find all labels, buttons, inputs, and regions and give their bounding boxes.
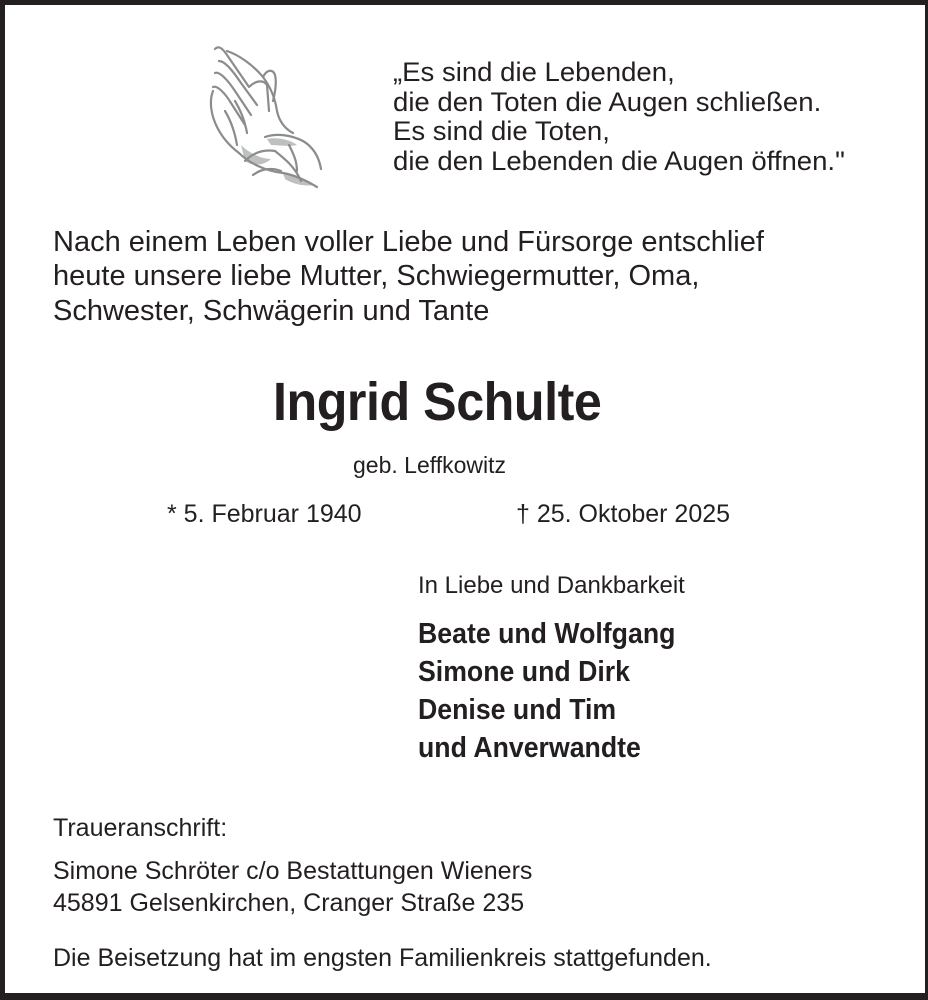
intro-line: Nach einem Leben voller Liebe und Fürsorge entschlief [53, 226, 764, 258]
mourner-name: Beate und Wolfgang [418, 618, 676, 650]
address-line: 45891 Gelsenkirchen, Cranger Straße 235 [53, 889, 525, 917]
address-line: Simone Schröter c/o Bestattungen Wieners [53, 857, 533, 885]
death-date: † 25. Oktober 2025 [516, 500, 731, 528]
birth-date: * 5. Februar 1940 [167, 500, 362, 528]
praying-hands-icon [205, 41, 325, 191]
mourner-name: und Anverwandte [418, 732, 641, 764]
quote-line: Es sind die Toten, [393, 116, 610, 146]
intro-line: heute unsere liebe Mutter, Schwiegermutter, Oma, [53, 260, 700, 292]
intro-line: Schwester, Schwägerin und Tante [53, 295, 490, 327]
birth-name: geb. Leffkowitz [353, 452, 507, 478]
quote-line: die den Toten die Augen schließen. [393, 87, 822, 117]
deceased-name: Ingrid Schulte [273, 372, 602, 432]
quote-line: die den Lebenden die Augen öffnen." [393, 146, 845, 176]
mourner-name: Denise und Tim [418, 694, 617, 726]
mourner-name: Simone und Dirk [418, 656, 630, 688]
mourners-heading: In Liebe und Dankbarkeit [418, 572, 685, 599]
closing-note: Die Beisetzung hat im engsten Familienkreis stattgefunden. [53, 944, 712, 972]
address-label: Traueranschrift: [53, 814, 228, 842]
quote-line: „Es sind die Lebenden, [393, 57, 675, 87]
